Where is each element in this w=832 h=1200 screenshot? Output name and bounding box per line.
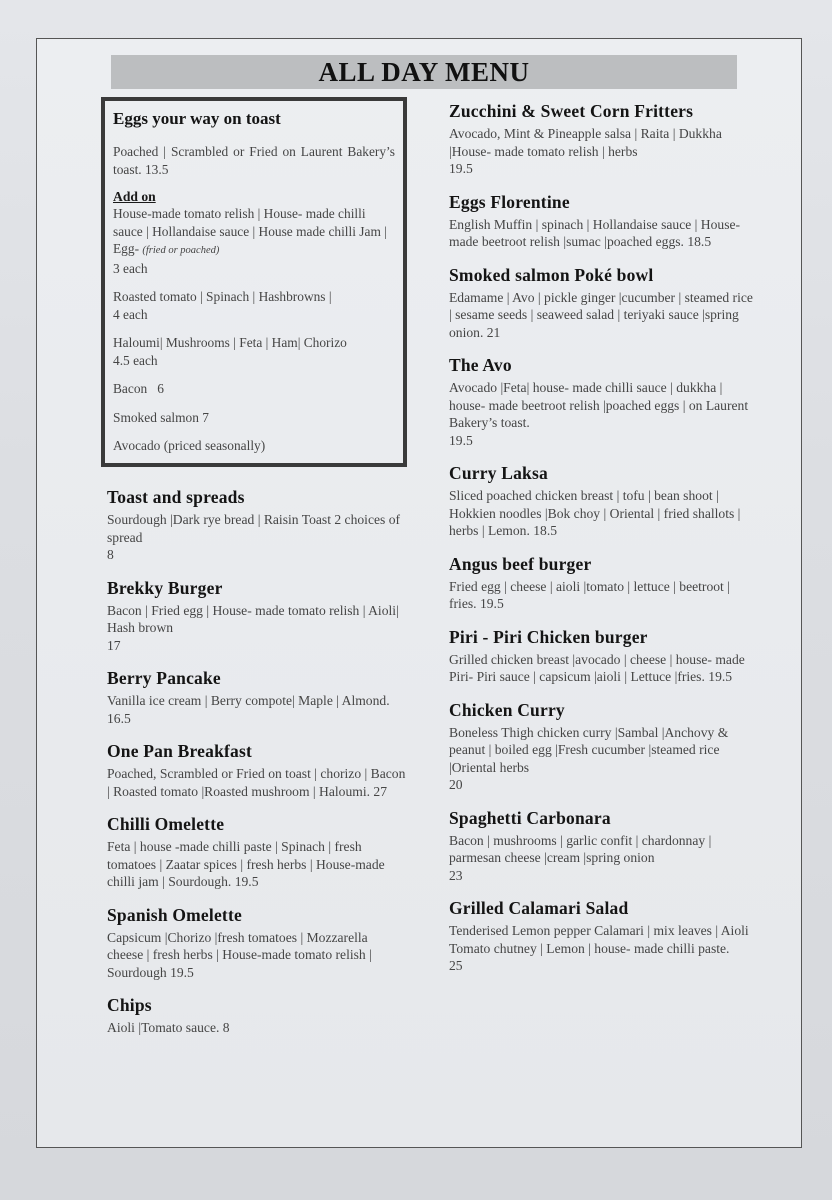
addon-salmon: Smoked salmon 7: [113, 409, 209, 425]
item-description: Aioli |Tomato sauce. 8: [107, 1020, 230, 1035]
menu-title: ALL DAY MENU: [318, 57, 530, 87]
item-description: Feta | house -made chilli paste | Spinach | fresh tomatoes | Zaatar spices | fresh herbs | House-made chilli jam | Sourdough. 19.5: [107, 839, 385, 889]
addon-note: (fried or poached): [142, 245, 220, 256]
item-name: Eggs Florentine: [449, 191, 570, 212]
item-name: One Pan Breakfast: [107, 741, 253, 761]
menu-item: [107, 905, 407, 982]
item-description: Fried egg | cheese | aioli |tomato | lettuce | beetroot | fries. 19.5: [449, 578, 730, 611]
item-name: The Avo: [449, 355, 512, 375]
item-description: Sliced poached chicken breast | tofu | bean shoot | Hokkien noodles |Bok choy | Oriental | fried shallots | herbs | Lemon. 18.5: [449, 488, 741, 538]
item-name: Grilled Calamari Salad: [449, 898, 629, 918]
item-name: Spaghetti Carbonara: [449, 807, 611, 828]
item-price: 20: [449, 777, 463, 792]
item-name: Toast and spreads: [107, 487, 245, 507]
menu-item: [107, 814, 407, 891]
item-name: Smoked salmon Poké bowl: [449, 264, 654, 285]
item-name: Zucchini & Sweet Corn Fritters: [449, 101, 694, 121]
item-price: 25: [449, 958, 463, 973]
addon-group-3: [113, 334, 395, 369]
item-description: Grilled chicken breast |avocado | cheese | house- made Piri- Piri sauce | capsicum |aioli | Lettuce |fries. 19.5: [449, 651, 745, 684]
menu-page: [36, 38, 802, 1148]
eggs-box: [101, 97, 407, 467]
item-price: 19.5: [449, 432, 473, 448]
item-name: Chilli Omelette: [107, 814, 225, 834]
eggs-description: Poached | Scrambled or Fried on Laurent Bakery’s toast. 13.5: [113, 144, 395, 177]
menu-item: [449, 265, 759, 342]
item-name: Brekky Burger: [107, 577, 223, 598]
item-description: Boneless Thigh chicken curry |Sambal |Anchovy & peanut | boiled egg |Fresh cucumber |steamed rice |Oriental herbs: [449, 724, 729, 775]
menu-item: [107, 741, 407, 800]
menu-title-bar: [111, 55, 737, 89]
menu-item: [449, 627, 759, 686]
item-description: Tenderised Lemon pepper Calamari | mix leaves | Aioli Tomato chutney | Lemon | house- made chilli paste.: [449, 923, 749, 956]
item-price: 23: [449, 867, 463, 883]
item-name: Spanish Omelette: [107, 904, 242, 925]
item-price: 17: [107, 637, 121, 653]
addon-bacon: Bacon 6: [113, 381, 164, 396]
addon-avocado: Avocado (priced seasonally): [113, 438, 266, 453]
addon-line: House-made tomato relish | House- made chilli sauce | Hollandaise sauce | House made chilli Jam | Egg-: [113, 206, 387, 256]
menu-item: [107, 487, 407, 564]
right-column: [449, 101, 759, 989]
menu-item: [107, 995, 407, 1037]
menu-item: [449, 554, 759, 613]
item-description: Vanilla ice cream | Berry compote| Maple | Almond. 16.5: [107, 693, 390, 726]
addon-group-2: [113, 288, 395, 323]
addon-price: 3 each: [113, 260, 148, 276]
item-description: Avocado |Feta| house- made chilli sauce | dukkha | house- made beetroot relish |poached eggs | on Laurent Bakery’s toast.: [449, 380, 749, 430]
item-description: Bacon | Fried egg | House- made tomato relish | Aioli| Hash brown: [107, 602, 399, 635]
addon-group-2-items: Roasted tomato | Spinach | Hashbrowns |: [113, 289, 332, 304]
addon-label: Add on: [113, 189, 156, 204]
menu-item: [449, 192, 759, 251]
left-column: [107, 487, 407, 1051]
item-name: Chicken Curry: [449, 699, 565, 720]
menu-item: [107, 668, 407, 727]
item-description: Avocado, Mint & Pineapple salsa | Raita | Dukkha |House- made tomato relish | herbs: [449, 126, 722, 159]
addon-group-3-items: Haloumi| Mushrooms | Feta | Ham| Chorizo: [113, 335, 347, 350]
menu-item: [449, 101, 759, 178]
item-name: Angus beef burger: [449, 553, 592, 574]
item-price: 19.5: [449, 161, 473, 176]
item-description: Poached, Scrambled or Fried on toast | chorizo | Bacon | Roasted tomato |Roasted mushroom | Haloumi. 27: [107, 766, 406, 799]
eggs-heading: Eggs your way on toast: [113, 109, 281, 128]
addon-group-3-price: 4.5 each: [113, 352, 158, 368]
item-description: Bacon | mushrooms | garlic confit | chardonnay | parmesan cheese |cream |spring onion: [449, 832, 712, 865]
item-price: 8: [107, 547, 114, 562]
item-description: English Muffin | spinach | Hollandaise sauce | House- made beetroot relish |sumac |poached eggs. 18.5: [449, 216, 741, 249]
menu-item: [449, 898, 759, 975]
item-name: Berry Pancake: [107, 668, 221, 688]
item-description: Sourdough |Dark rye bread | Raisin Toast 2 choices of spread: [107, 512, 401, 545]
menu-item: [449, 700, 759, 794]
item-name: Piri - Piri Chicken burger: [449, 626, 648, 647]
menu-item: [449, 463, 759, 540]
item-name: Curry Laksa: [449, 463, 548, 483]
menu-item: [449, 355, 759, 449]
item-description: Capsicum |Chorizo |fresh tomatoes | Mozzarella cheese | fresh herbs | House-made tomato relish | Sourdough 19.5: [107, 929, 372, 980]
item-description: Edamame | Avo | pickle ginger |cucumber | steamed rice | sesame seeds | seaweed salad | teriyaki sauce |spring onion. 21: [449, 289, 753, 340]
menu-item: [449, 808, 759, 885]
item-name: Chips: [107, 995, 152, 1015]
addon-group-2-price: 4 each: [113, 306, 148, 322]
addon-group-1: [113, 205, 395, 277]
menu-item: [107, 578, 407, 655]
